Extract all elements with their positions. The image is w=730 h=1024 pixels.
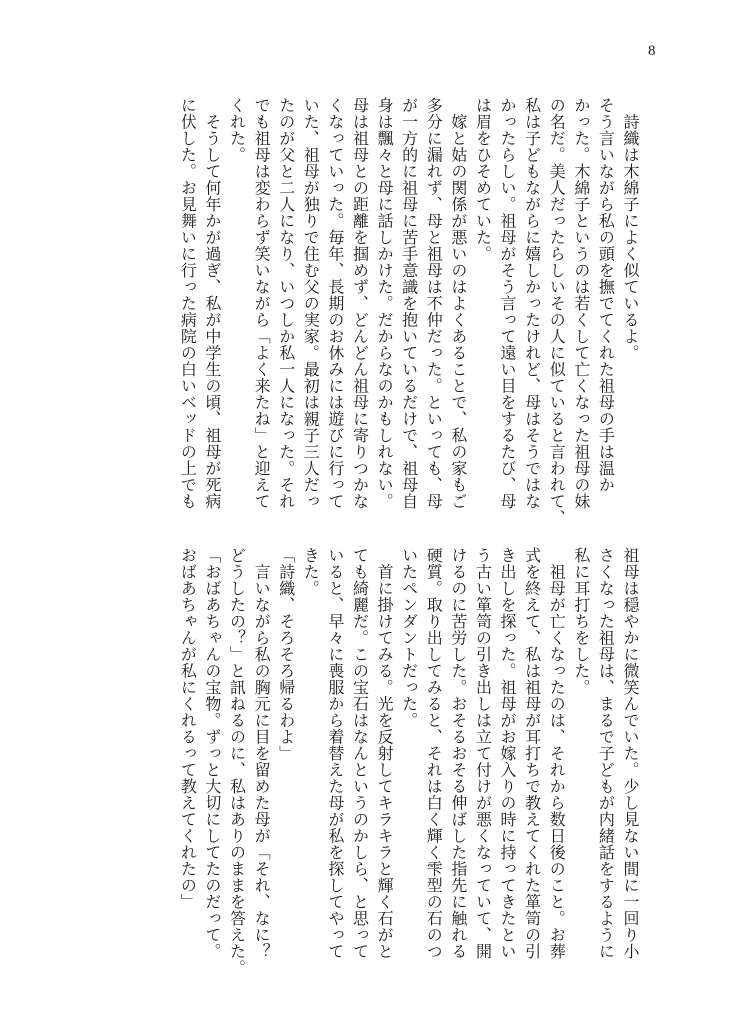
text-line: 詩織は木綿子によく似ているよ。 [621, 97, 640, 361]
text-line: 祖母が亡くなったのは、それから数日後のこと。お葬 [547, 547, 567, 960]
text-line: いると、早々に喪服から着替えた母が私を探してやって [325, 547, 345, 960]
text-line: ても綺麗だ。この宝石はなんというのかしら、と思って [350, 547, 370, 960]
text-line: う古い箪笥の引き出しは立て付けが悪くなっていて、開 [473, 547, 493, 960]
text-line: 「詩織、そろそろ帰るわよ」 [276, 547, 296, 762]
text-line: 硬質。取り出してみると、それは白く輝く雫型の石のつ [424, 547, 444, 960]
text-line: の名だ。美人だったらしいその人に似ていると言われて、 [547, 97, 567, 526]
text-line: どうしたの？」と訊ねるのに、私はありのままを答えた。 [227, 547, 247, 976]
text-line: くなっていった。毎年、長期のお休みには遊びに行って [325, 97, 345, 510]
lower-text-block [178, 547, 642, 976]
page-number: 8 [648, 43, 656, 59]
text-line: おばあちゃんが私にくれるって教えてくれたの」 [178, 547, 198, 910]
text-line: いたペンダントだった。 [399, 547, 419, 729]
text-line: に伏した。お見舞いに行った病院の白いベッドの上でも [178, 97, 198, 510]
text-line: 「おばあちゃんの宝物。ずっと大切にしてたのだって。 [202, 547, 222, 960]
text-line: かった。木綿子というのは若くして亡くなった祖母の妹 [571, 97, 591, 510]
text-line: 私は子どもながらに嬉しかったけれど、母はそうではな [522, 97, 542, 510]
text-line: 首に掛けてみる。光を反射してキラキラと輝く石がと [375, 547, 395, 960]
text-line: そうして何年かが過ぎ、私が中学生の頃、祖母が死病 [202, 97, 222, 510]
text-line: 嫁と姑の関係が悪いのはよくあることで、私の家もご [448, 97, 468, 510]
text-line: 身は飄々と母に話しかけた。だからなのかもしれない。 [375, 97, 395, 510]
text-line: でも祖母は変わらず笑いながら「よく来たね」と迎えて [252, 97, 272, 510]
upper-text-block [172, 97, 642, 526]
text-line: かったらしい。祖母がそう言って遠い目をするたび、母 [498, 97, 518, 510]
text-line: き出しを探った。祖母がお嫁入りの時に持ってきたとい [498, 547, 518, 960]
text-line: 言いながら私の胸元に目を留めた母が「それ、なに？ [252, 547, 272, 960]
text-line: けるのに苦労した。おそるおそる伸ばした指先に触れる [448, 547, 468, 960]
text-line: いた、祖母が独りで住む父の実家。最初は親子三人だっ [301, 97, 321, 510]
text-line: くれた。 [227, 97, 247, 163]
text-line: 母は祖母との距離を掴めず、どんどん祖母に寄りつかな [350, 97, 370, 510]
text-line: 多分に漏れず、母と祖母は不仲だった。といっても、母 [424, 97, 444, 510]
text-line: たのが父と二人になり、いつしか私一人になった。それ [276, 97, 296, 510]
text-line: 祖母は穏やかに微笑んでいた。少し見ない間に一回り小 [621, 547, 640, 960]
text-line: は眉をひそめていた。 [473, 97, 493, 262]
text-line: 私に耳打ちをした。 [571, 547, 591, 696]
text-line: そう言いながら私の頭を撫でてくれた祖母の手は温か [596, 97, 616, 493]
text-line: きた。 [301, 547, 321, 597]
text-line: さくなった祖母は、まるで子どもが内緒話をするように [596, 547, 616, 960]
text-line: が一方的に祖母に苦手意識を抱いているだけで、祖母自 [399, 97, 419, 510]
text-line: 式を終えて、私は祖母が耳打ちで教えてくれた箪笥の引 [522, 547, 542, 960]
